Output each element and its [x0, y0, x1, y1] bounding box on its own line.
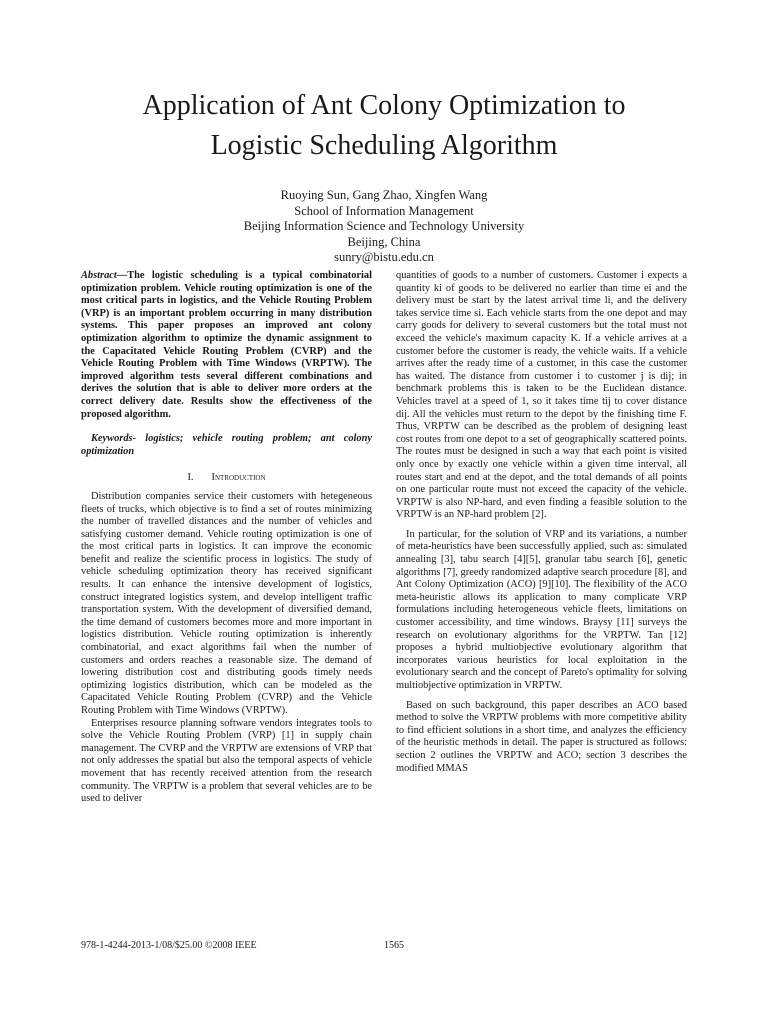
author-names: Ruoying Sun, Gang Zhao, Xingfen Wang [280, 188, 488, 202]
left-column [81, 270, 372, 806]
abstract [81, 270, 372, 421]
right-paragraph-3: Based on such background, this paper describes an ACO based method to solve the VRPTW problems with more competitive ability to find efficient solutions in a short time, and analyzes the efficiency of the heuristic methods in detail. The paper is structured as follows: section 2 outlines the VRPTW and ACO; section 3 describes the modified MMAS [396, 699, 687, 774]
abstract-lead: Abstract— [81, 270, 128, 281]
right-column [396, 270, 687, 775]
right-paragraph-1: quantities of goods to a number of customers. Customer i expects a quantity ki of goods to be delivered no earlier than time ei and the delivery must be start by the latest arrival time li, and the delivery takes service time si. Each vehicle starts from the one depot and may carry goods for delivery to several customers but the total must not exceed the vehicle's maximum capacity K. If a vehicle arrives at a customer before the customer is ready, the vehicle waits. If a vehicle arrives after the ready time of a customer, in this case the customer has waited. The distance from customer i to customer j is dij; in benchmark problems this is taken to be the Euclidean distance. Vehicles travel at a speed of 1, so it takes time tij to cover distance dij. All the vehicles must return to the depot by the finishing time F. Thus, VRPTW can be described as the problem of designing least cost routes from one depot to a set of geographically scattered points. The routes must be designed in such a way that each point is visited only once by exactly one vehicle within a given time interval, all routes start and end at the depot, and the total demands of all points on one particular route must not exceed the capacity of the vehicle. VRPTW is also NP-hard, and even finding a feasible solution to the VRPTW is an NP-hard problem [2]. [396, 270, 687, 521]
abstract-text: The logistic scheduling is a typical combinatorial optimization problem. Vehicle routing optimization is one of the most critical parts in logistics, and the Vehicle Routing Problem (VRP) is an important problem occurring in many distribution systems. This paper proposes an improved ant colony optimization algorithm to optimize the dynamic assignment to the Capacitated Vehicle Routing Problem (CVRP) and the Vehicle Routing Problem with Time Windows (VRPTW). The improved algorithm tests several different combinations and derives the solution that is able to deliver more orders at the correct delivery date. Results show the effectiveness of the proposed algorithm. [81, 270, 372, 420]
keywords: Keywords- logistics; vehicle routing problem; ant colony optimization [81, 433, 372, 457]
section-heading-introduction [81, 472, 372, 485]
author-school: School of Information Management [294, 203, 474, 218]
intro-paragraph-1: Distribution companies service their customers with hetegeneous fleets of trucks, which objective is to find a set of routes minimizing the number of travelled distances and the number of vehicles and satisfying customer demand. Vehicle routing optimization is one of the most critical parts in logistics. It can improve the economic benefit and realize the scientific process in logistics. The study of vehicle scheduling optimization theory has received significant results. It can enhance the intensive development of logistics, construct integrated logistics system, and develop intelligent traffic transportation system. With the development of diversified demand, the time demand of customers becomes more and more important in logistics distribution. Vehicle routing optimization is inherently combinatorial, and exact algorithms fail when the number of customers and orders reaches a reasonable size. The demand of lowering distribution cost and distributing goods timely needs optimizing logistics distribution, which can be modeled as the Capacitated Vehicle Routing Problem (CVRP) and the Vehicle Routing Problem with Time Windows (VRPTW). [81, 490, 372, 716]
author-university: Beijing Information Science and Technology University [243, 219, 525, 233]
page-number: 1565 [384, 940, 404, 951]
right-paragraph-2: In particular, for the solution of VRP and its variations, a number of meta-heuristics have been successfully applied, such as: simulated annealing [3], tabu search [4][5], granular tabu search [6], genetic algorithms [7], greedy randomized adaptive search procedure [8], and Ant Colony Optimization (ACO) [9][10]. The flexibility of the ACO meta-heuristic allows its application to many complicate VRP formulations including heterogeneous vehicle fleets, limitations on customer accessibility, and time windows. Braysy [11] surveys the research on evolutionary algorithms for the VRPTW. Tan [12] proposes a hybrid multiobjective evolutionary algorithm that incorporates various heuristics for local exploitation in the evolutionary search and the concept of Pareto's optimality for solving multiobjective optimization in VRPTW. [396, 528, 687, 691]
author-city: Beijing, China [347, 234, 421, 249]
paper-title [0, 86, 768, 166]
footer-isbn: 978-1-4244-2013-1/08/$25.00 ©2008 IEEE [81, 940, 257, 951]
author-email: sunry@bistu.edu.cn [334, 250, 434, 264]
title-line-1: Application of Ant Colony Optimization to [142, 90, 626, 121]
section-number: I. [187, 472, 194, 484]
intro-paragraph-2: Enterprises resource planning software vendors integrates tools to solve the Vehicle Routing Problem (VRP) [1] in supply chain management. The CVRP and the VRPTW are extensions of VRP that not only addresses the spatial but also the temporal aspects of vehicle movement that has recently received attention from the research community. The VRPTW is a problem that several vehicles are to be used to deliver [81, 717, 372, 805]
section-title: Introduction [211, 472, 266, 484]
title-line-2: Logistic Scheduling Algorithm [210, 130, 558, 161]
author-block [0, 188, 768, 266]
